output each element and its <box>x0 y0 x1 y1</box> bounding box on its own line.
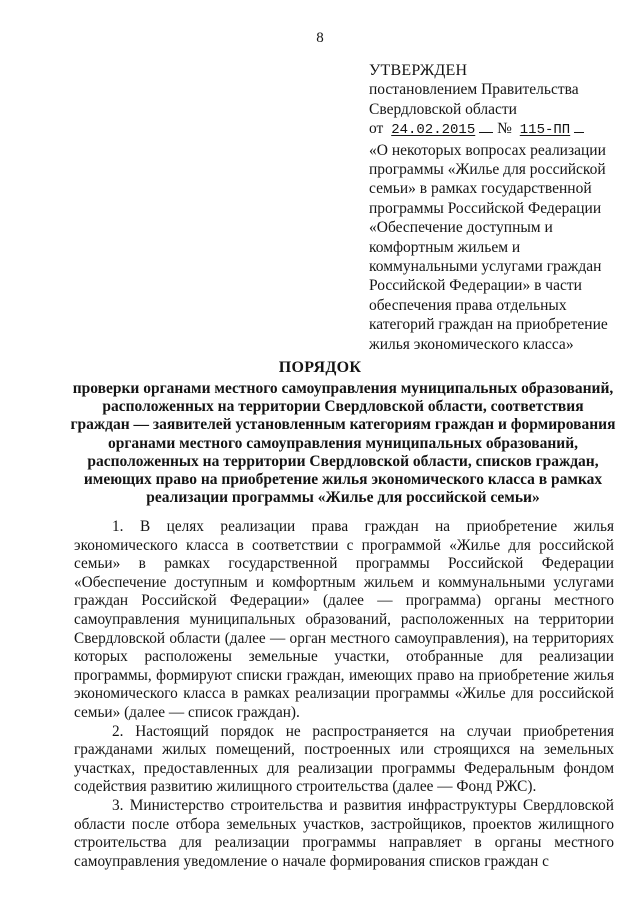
subtitle-line: реализации программы «Жилье для российской семьи» <box>146 489 540 507</box>
number-underline <box>574 131 584 133</box>
approval-subject-line: «О некоторых вопросах реализации <box>369 141 606 159</box>
approval-subject-line: Российской Федерации» в части <box>369 277 582 295</box>
number-prefix: № <box>497 120 512 138</box>
subtitle-line: расположенных на территории Свердловской области, соответствия <box>102 398 584 416</box>
date-underline <box>479 131 493 133</box>
approval-subject-line: обеспечения права отдельных <box>369 296 567 314</box>
subtitle-line: органами местного самоуправления муниципальных образований, <box>107 434 579 452</box>
approval-block <box>369 61 631 354</box>
approval-issuer-line-1: постановлением Правительства <box>369 81 579 99</box>
date-prefix: от <box>369 120 384 138</box>
subtitle-line: проверки органами местного самоуправления муниципальных образований, <box>72 380 614 397</box>
paragraph-3: 3. Министерство строительства и развития инфраструктуры Свердловской области после отбора земельных участков, застройщиков, проектов жилищного строительства для реализации программы направляет в органы местного самоуправления уведомление о начале формирования списков граждан с <box>74 796 614 870</box>
approval-number: 115-ПП <box>519 122 571 139</box>
subtitle-line: расположенных на территории Свердловской области, списков граждан, <box>87 452 599 470</box>
approval-date: 24.02.2015 <box>391 122 476 139</box>
approval-issuer-line-2: Свердловской области <box>369 100 517 118</box>
page-number: 8 <box>316 30 324 46</box>
approval-subject <box>369 141 631 354</box>
approval-subject-line: категорий граждан на приобретение <box>369 316 608 334</box>
approval-subject-line: коммунальными услугами граждан <box>369 258 602 276</box>
subtitle-line: граждан — заявителей установленным категориям граждан и формирования <box>70 416 616 434</box>
document-subtitle <box>68 380 618 507</box>
approval-subject-line: семьи» в рамках государственной <box>369 180 592 198</box>
subtitle-line: имеющих право на приобретение жилья экономического класса в рамках <box>83 471 603 489</box>
approval-subject-line: программы Российской Федерации <box>369 199 602 217</box>
approval-subject-line: комфортным жильем и <box>369 238 521 256</box>
document-title: ПОРЯДОК <box>278 359 362 376</box>
paragraph-1: 1. В целях реализации права граждан на приобретение жилья экономического класса в соответствии с программой «Жилье для российской семьи» в рамках государственной программы Российской Федерации «Обеспечение доступным и комфортным жильем и коммунальными услугами граждан Российской Федерации» (далее — программа) органы местного самоуправления муниципальных образований, расположенных на территории Свердловской области (далее — орган местного самоуправления), на территориях которых расположены земельные участки, отобранные для реализации программы, формируют списки граждан, имеющих право на приобретение жилья экономического класса в рамках реализации программы «Жилье для российской семьи» (далее — список граждан). <box>74 518 614 721</box>
approval-subject-line: жилья экономического класса» <box>369 335 574 353</box>
paragraph-2: 2. Настоящий порядок не распространяется на случаи приобретения гражданами жилых помещений, построенных или строящихся на земельных участках, предоставленных для реализации программы Федеральным фондом содействия развитию жилищного строительства (далее — Фонд РЖС). <box>74 722 614 796</box>
approval-subject-line: программы «Жилье для российской <box>369 161 606 179</box>
document-body <box>74 518 614 870</box>
approval-heading: УТВЕРЖДЕН <box>369 62 468 79</box>
approval-date-number-line <box>369 119 631 140</box>
approval-subject-line: «Обеспечение доступным и <box>369 219 553 237</box>
